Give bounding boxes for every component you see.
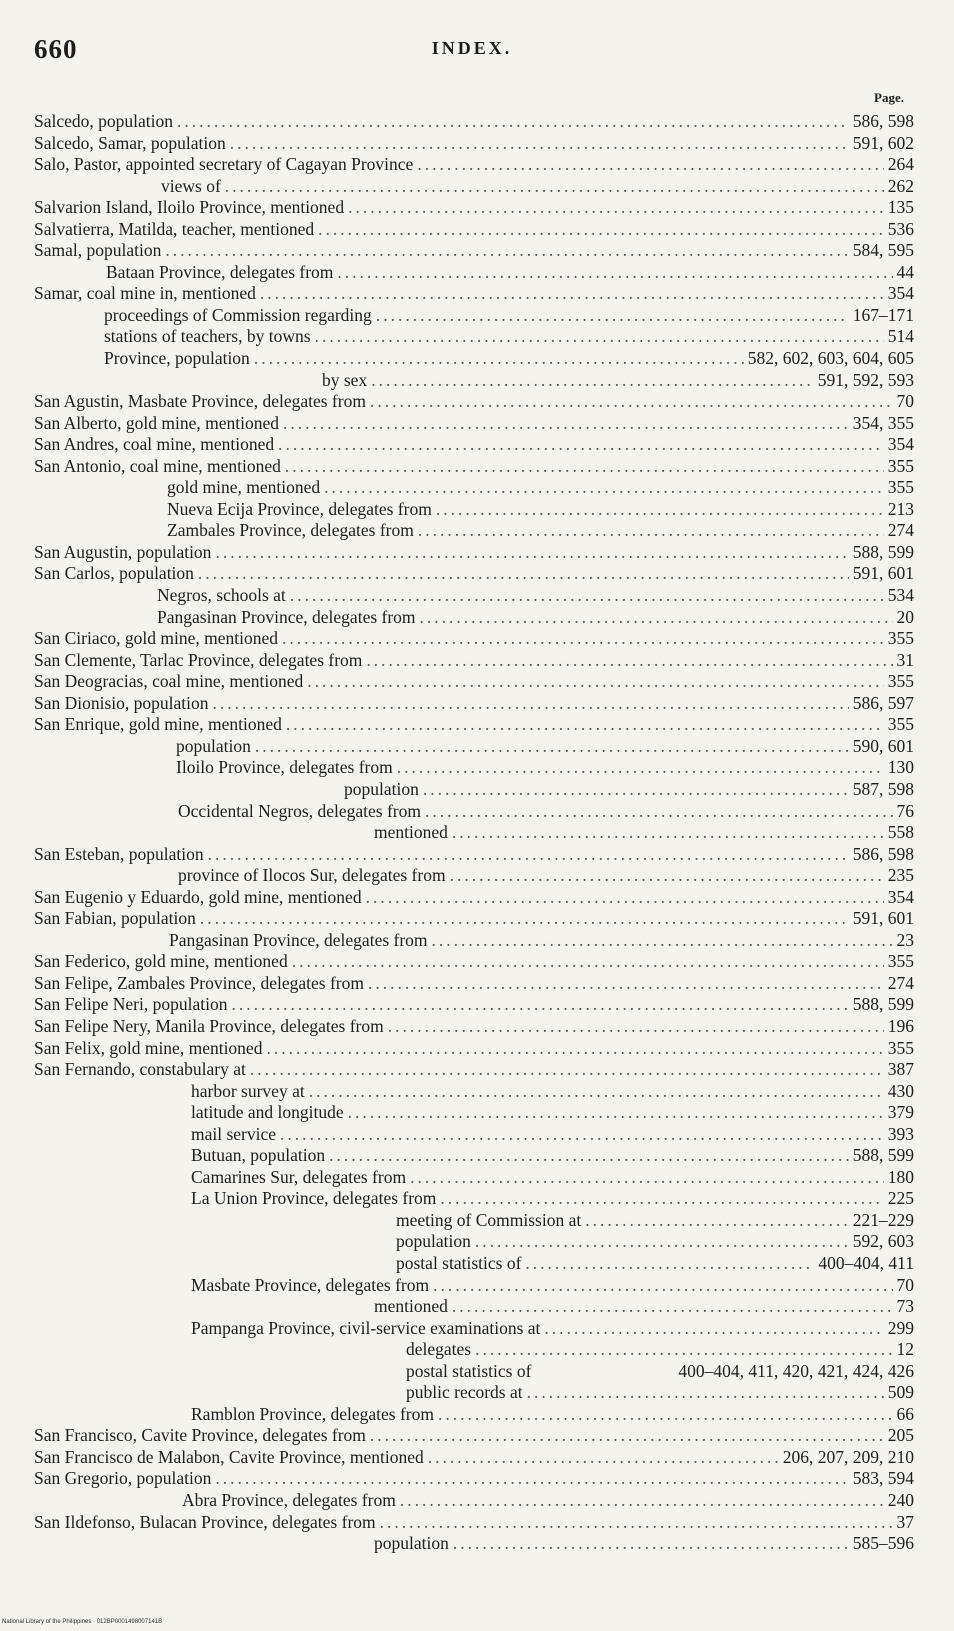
index-entry [34,111,914,133]
index-entry [34,434,914,456]
leader-dots [250,1059,884,1081]
entry-pages: 76 [896,800,914,821]
entry-pages: 400–404, 411, 420, 421, 424, 426 [678,1360,914,1381]
entry-pages: 235 [887,865,914,886]
entry-pages: 534 [887,585,914,606]
leader-dots [525,1253,814,1275]
leader-dots [432,930,893,952]
entry-label: Negros, schools at [157,585,286,606]
index-entry [34,865,914,887]
entry-label: San Felix, gold mine, mentioned [34,1037,263,1058]
leader-dots [198,563,849,585]
leader-dots [433,1275,892,1297]
entry-label: San Fernando, constabulary at [34,1059,246,1080]
index-entry [34,1231,914,1253]
leader-dots [309,1081,884,1103]
index-entry [34,908,914,930]
entry-label: harbor survey at [191,1080,305,1101]
index-entry [34,607,914,629]
entry-pages: 355 [887,714,914,735]
index-entry [34,973,914,995]
leader-dots [255,736,849,758]
entry-label: stations of teachers, by towns [104,326,311,347]
entry-pages: 590, 601 [852,735,914,756]
index-entry [34,1275,914,1297]
entry-label: San Felipe, Zambales Province, delegates from [34,972,364,993]
leader-dots [475,1231,849,1253]
index-entry [34,563,914,585]
entry-label: Pangasinan Province, delegates from [157,606,416,627]
entry-pages: 240 [887,1490,914,1510]
page-number: 660 [34,34,78,64]
index-entry [34,456,914,478]
entry-pages: 591, 601 [852,908,914,929]
leader-dots [425,801,893,823]
index-entry [34,133,914,155]
entry-label: San Antonio, coal mine, mentioned [34,455,281,476]
index-entry [34,693,914,715]
entry-label: gold mine, mentioned [167,477,321,498]
leader-dots [423,779,849,801]
entry-label: mentioned [374,822,448,843]
index-entry [34,348,914,370]
entry-pages: 355 [887,455,914,476]
entry-label: public records at [406,1382,523,1403]
entry-label: San Andres, coal mine, mentioned [34,434,275,455]
entry-pages: 588, 599 [852,541,914,562]
leader-dots [436,499,884,521]
leader-dots [348,1102,884,1124]
leader-dots [420,607,893,629]
entry-pages: 206, 207, 209, 210 [782,1446,914,1467]
entry-label: Abra Province, delegates from [182,1490,396,1510]
entry-label: Pampanga Province, civil-service examinations at [191,1317,541,1338]
leader-dots [452,1296,893,1318]
index-entry [34,176,914,198]
entry-label: proceedings of Commission regarding [104,304,372,325]
index-entry [34,1188,914,1210]
index-entry [34,757,914,779]
entry-label: San Francisco, Cavite Province, delegates from [34,1425,366,1446]
entry-pages: 37 [896,1511,914,1532]
index-entry [34,1447,914,1469]
leader-dots [266,1038,883,1060]
entry-label: San Eugenio y Eduardo, gold mine, mentioned [34,886,362,907]
entry-label: population [396,1231,471,1252]
index-entry [34,671,914,693]
leader-dots [165,240,848,262]
index-entry [34,391,914,413]
entry-pages: 264 [887,154,914,175]
index-entry [34,1253,914,1275]
index-entry [34,1124,914,1146]
entry-pages: 20 [896,606,914,627]
index-entry [34,1167,914,1189]
entry-pages: 213 [887,498,914,519]
leader-dots [371,370,814,392]
index-entry [34,326,914,348]
entry-pages: 44 [896,261,914,282]
leader-dots [283,413,849,435]
leader-dots [315,326,884,348]
index-entry [34,1296,914,1318]
entry-label: San Fabian, population [34,908,196,929]
leader-dots [370,391,893,413]
entry-pages: 221–229 [852,1209,914,1230]
leader-dots [585,1210,849,1232]
entry-pages: 393 [887,1123,914,1144]
index-entry [34,1339,914,1361]
entry-pages: 354, 355 [852,412,914,433]
index-entry [34,1038,914,1060]
leader-dots [428,1447,779,1469]
entry-pages: 70 [896,1274,914,1295]
entry-pages: 355 [887,628,914,649]
leader-dots [417,154,883,176]
entry-pages: 12 [896,1339,914,1360]
entry-label: population [374,1533,449,1554]
index-entry [34,1468,914,1490]
entry-pages: 355 [887,671,914,692]
entry-pages: 205 [887,1425,914,1446]
leader-dots [213,693,849,715]
entry-pages: 70 [896,391,914,412]
entry-pages: 23 [896,929,914,950]
entry-label: Pangasinan Province, delegates from [169,929,428,950]
entry-pages: 66 [896,1403,914,1424]
entry-label: Camarines Sur, delegates from [191,1166,407,1187]
page-title: INDEX. [431,38,513,58]
leader-dots [208,844,849,866]
entry-label: Province, population [104,348,250,369]
entry-pages: 587, 598 [852,778,914,799]
entry-label: province of Ilocos Sur, delegates from [178,865,446,886]
index-entry [34,1059,914,1081]
index-entry [34,887,914,909]
entry-label: population [344,778,419,799]
leader-dots [307,671,884,693]
leader-dots [282,628,884,650]
entry-pages: 586, 598 [852,111,914,131]
leader-dots [450,865,884,887]
entry-label: San Felipe Nery, Manila Province, delegates from [34,1015,384,1036]
leader-dots [400,1490,884,1512]
index-entry [34,1081,914,1103]
entry-pages: 225 [887,1188,914,1209]
leader-dots [329,1145,849,1167]
index-entry [34,542,914,564]
entry-pages: 31 [896,649,914,670]
entry-label: San Ciriaco, gold mine, mentioned [34,628,278,649]
entry-label: San Carlos, population [34,563,194,584]
index-entry [34,1490,914,1512]
entry-pages: 354 [887,434,914,455]
entry-pages: 588, 599 [852,994,914,1015]
leader-dots [278,434,884,456]
entry-pages: 262 [887,175,914,196]
entry-label: views of [161,175,221,196]
index-entry [34,714,914,736]
entry-label: Salo, Pastor, appointed secretary of Cagayan Province [34,154,414,175]
leader-dots [225,176,884,198]
entry-pages: 509 [887,1382,914,1403]
index-entry [34,219,914,241]
index-entry [34,370,914,392]
leader-dots [376,305,849,327]
leader-dots [370,1425,884,1447]
index-entry [34,240,914,262]
leader-dots [254,348,744,370]
entry-label: Salvarion Island, Iloilo Province, mentioned [34,197,345,218]
entry-label: Nueva Ecija Province, delegates from [167,498,432,519]
entry-label: San Francisco de Malabon, Cavite Province, mentioned [34,1446,424,1467]
entry-label: latitude and longitude [191,1102,344,1123]
entry-pages: 274 [887,520,914,541]
entry-label: postal statistics of [406,1360,532,1381]
index-entry [34,585,914,607]
index-entry [34,951,914,973]
entry-label: San Augustin, population [34,541,212,562]
index-entry [34,1382,914,1404]
index-entry [34,477,914,499]
entry-label: San Enrique, gold mine, mentioned [34,714,282,735]
leader-dots [318,219,884,241]
index-entry [34,736,914,758]
leader-dots [348,197,884,219]
index-entry [34,499,914,521]
leader-dots [397,757,884,779]
leader-dots [440,1188,883,1210]
entry-pages: 536 [887,218,914,239]
index-entry [34,1512,914,1534]
leader-dots [337,262,892,284]
entry-label: population [176,735,251,756]
index-entry [34,779,914,801]
entry-pages: 130 [887,757,914,778]
leader-dots [290,585,884,607]
entry-label: Occidental Negros, delegates from [178,800,421,821]
index-entry [34,1102,914,1124]
entry-pages: 514 [887,326,914,347]
index-entry [34,413,914,435]
footer-credit: National Library of the Philippines · 012BP0001498007141B [2,1619,163,1625]
index-entry [34,801,914,823]
entry-pages: 196 [887,1015,914,1036]
entry-pages: 584, 595 [852,240,914,261]
index-entry [34,1318,914,1340]
leader-dots [368,973,884,995]
leader-dots [230,133,849,155]
entry-pages: 135 [887,197,914,218]
entry-label: San Clemente, Tarlac Province, delegates from [34,649,363,670]
leader-dots [544,1318,883,1340]
leader-dots [280,1124,884,1146]
entry-pages: 591, 601 [852,563,914,584]
page-header [34,34,910,64]
entry-label: Butuan, population [191,1145,326,1166]
entry-pages: 591, 602 [852,132,914,153]
entry-label: mail service [191,1123,277,1144]
entry-pages: 379 [887,1102,914,1123]
entry-label: La Union Province, delegates from [191,1188,437,1209]
entry-label: Masbate Province, delegates from [191,1274,430,1295]
index-entry [34,1533,914,1555]
entry-label: delegates [406,1339,472,1360]
entry-label: San Agustin, Masbate Province, delegates from [34,391,366,412]
leader-dots [475,1339,892,1361]
entry-label: San Deogracias, coal mine, mentioned [34,671,304,692]
index-entry [34,930,914,952]
entry-pages: 586, 597 [852,692,914,713]
index-entry [34,650,914,672]
index-entry [34,1016,914,1038]
entry-label: San Ildefonso, Bulacan Province, delegates from [34,1511,376,1532]
entry-label: Iloilo Province, delegates from [176,757,393,778]
index-entry [34,520,914,542]
entry-pages: 354 [887,283,914,304]
entry-label: Samar, coal mine in, mentioned [34,283,256,304]
entry-pages: 355 [887,1037,914,1058]
leader-dots [527,1382,884,1404]
leader-dots [231,994,848,1016]
entry-label: mentioned [374,1296,448,1317]
entry-label: San Gregorio, population [34,1468,212,1489]
leader-dots [292,951,884,973]
leader-dots [215,542,848,564]
leader-dots [177,111,849,133]
entry-label: Bataan Province, delegates from [106,261,334,282]
entry-label: meeting of Commission at [396,1209,582,1230]
leader-dots [418,520,884,542]
entry-pages: 591, 592, 593 [817,369,914,390]
entry-pages: 180 [887,1166,914,1187]
leader-dots [438,1404,893,1426]
entry-label: San Federico, gold mine, mentioned [34,951,288,972]
leader-dots [324,477,884,499]
entry-pages: 586, 598 [852,843,914,864]
entry-pages: 355 [887,951,914,972]
entry-label: Samal, population [34,240,162,261]
leader-dots [452,822,884,844]
index-entry [34,305,914,327]
index-entry [34,1210,914,1232]
index-entry [34,1361,914,1383]
entry-pages: 387 [887,1059,914,1080]
entry-pages: 167–171 [852,304,914,325]
leader-dots [410,1167,884,1189]
entry-pages: 583, 594 [852,1468,914,1489]
entry-pages: 430 [887,1080,914,1101]
index-entry [34,283,914,305]
leader-dots [215,1468,848,1490]
leader-dots [285,456,884,478]
entry-pages: 585–596 [852,1533,914,1554]
index-entry [34,1425,914,1447]
leader-dots [260,283,884,305]
entry-label: Zambales Province, delegates from [167,520,414,541]
leader-dots [200,908,849,930]
index-entry [34,262,914,284]
entry-pages: 355 [887,477,914,498]
entry-label: postal statistics of [396,1252,522,1273]
entry-label: Salcedo, Samar, population [34,132,226,153]
entry-label: Salvatierra, Matilda, teacher, mentioned [34,218,315,239]
leader-dots [286,714,884,736]
entry-pages: 558 [887,822,914,843]
index-entry [34,628,914,650]
entry-label: Salcedo, population [34,111,174,131]
index-entry [34,844,914,866]
entry-pages: 354 [887,886,914,907]
index-entry [34,1404,914,1426]
entry-label: by sex [322,369,368,390]
index-entries [34,111,914,1555]
entry-pages: 274 [887,972,914,993]
leader-dots [380,1512,893,1534]
index-entry [34,197,914,219]
index-entry [34,994,914,1016]
leader-dots [388,1016,884,1038]
entry-pages: 582, 602, 603, 604, 605 [747,348,914,369]
entry-pages: 299 [887,1317,914,1338]
index-entry [34,154,914,176]
entry-label: San Dionisio, population [34,692,209,713]
index-entry [34,1145,914,1167]
page-column-label: Page. [874,90,904,105]
leader-dots [366,650,892,672]
entry-pages: 588, 599 [852,1145,914,1166]
entry-label: Ramblon Province, delegates from [191,1403,434,1424]
entry-label: San Alberto, gold mine, mentioned [34,412,279,433]
entry-label: San Esteban, population [34,843,204,864]
index-entry [34,822,914,844]
entry-pages: 400–404, 411 [818,1252,914,1273]
entry-pages: 592, 603 [852,1231,914,1252]
leader-dots [453,1533,849,1555]
entry-label: San Felipe Neri, population [34,994,228,1015]
entry-pages: 73 [896,1296,914,1317]
leader-dots [366,887,884,909]
